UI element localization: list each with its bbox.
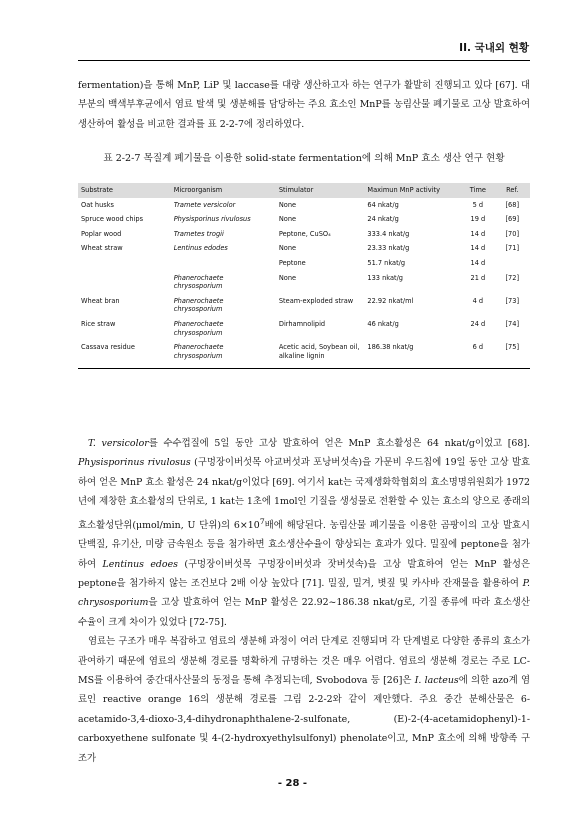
table-row bbox=[78, 317, 530, 340]
cell-microorganism bbox=[171, 256, 276, 271]
cell-microorganism: Phanerochaete chrysosporium bbox=[173, 273, 224, 291]
chapter-header: II. 국내외 현황 bbox=[459, 42, 529, 54]
header-microorganism: Microorganism bbox=[171, 183, 276, 198]
table-row bbox=[78, 340, 530, 369]
species-name: T. versicolor bbox=[88, 438, 149, 449]
body-text: 염료는 구조가 매우 복잡하고 염료의 생분해 과정이 여러 단계로 진행되며 각 단계별로 다양한 종류의 효소가 관여하기 때문에 염료의 생분해 경로를 명확하게 규명하는 것은 매우 어렵다. 염료의 생분해 경로는 주로 LC-MS를 이용하여 중간대사산물의 동정을 통해 추정되는데, Svobodova 등 [26]은 bbox=[78, 636, 530, 686]
table-row bbox=[78, 198, 530, 213]
cell-time: 21 d bbox=[470, 273, 486, 282]
species-name: P. chrysosporium bbox=[78, 577, 530, 609]
cell-activity: 22.92 nkat/ml bbox=[367, 296, 414, 305]
cell-activity: 51.7 nkat/g bbox=[367, 258, 406, 267]
cell-activity: 46 nkat/g bbox=[367, 319, 399, 328]
species-name: I. lacteus bbox=[414, 675, 459, 686]
cell-ref: [68] bbox=[505, 200, 520, 209]
cell-substrate: Spruce wood chips bbox=[81, 215, 144, 224]
table-row bbox=[78, 294, 530, 317]
cell-time: 5 d bbox=[472, 200, 484, 209]
cell-activity: 186.38 nkat/g bbox=[364, 340, 461, 369]
header-stimulator: Stimulator bbox=[276, 183, 365, 198]
page-number: - 28 - bbox=[277, 778, 308, 789]
cell-substrate: Cassava residue bbox=[78, 340, 171, 369]
cell-microorganism: Phanerochaete chrysosporium bbox=[171, 340, 276, 369]
cell-time: 19 d bbox=[470, 215, 486, 224]
cell-time: 14 d bbox=[470, 244, 486, 253]
cell-stimulator: Peptone, CuSO₄ bbox=[278, 229, 331, 238]
cell-activity: 133 nkat/g bbox=[367, 273, 403, 282]
header-ref: Ref. bbox=[494, 183, 530, 198]
cell-substrate: Poplar wood bbox=[81, 229, 122, 238]
mnp-production-table bbox=[78, 183, 530, 369]
cell-stimulator: None bbox=[278, 244, 297, 253]
header-rule bbox=[78, 60, 530, 61]
cell-stimulator: None bbox=[278, 200, 297, 209]
body-text: 배에 해당된다. 농림산물 폐기물을 이용한 곰팡이의 고상 발효시 단백질, 유기산, 미량 금속원소 등을 첨가하면 효소생산수율이 향상되는 효과가 있다. 밀짚에 peptone을 첨가하여 bbox=[78, 519, 530, 570]
header-time: Time bbox=[461, 183, 493, 198]
body-text: (구멍장이버섯목 구멍장이버섯과 잣버섯속)을 고상 발효하여 얻는 MnP 활성은 peptone을 첨가하지 않는 조건보다 2배 이상 높았다 [71]. 밀짚, 밀겨, 볏짚 및 카사바 잔재물을 활용하여 bbox=[78, 558, 531, 589]
cell-activity: 23.33 nkat/g bbox=[367, 244, 410, 253]
cell-ref: [73] bbox=[505, 296, 520, 305]
cell-substrate bbox=[78, 271, 171, 294]
cell-stimulator: Acetic acid, Soybean oil, alkaline lignin bbox=[276, 340, 365, 369]
cell-time: 6 d bbox=[461, 340, 493, 369]
cell-microorganism: Phanerochaete chrysosporium bbox=[173, 319, 224, 337]
cell-substrate: Oat husks bbox=[81, 200, 114, 209]
cell-time: 4 d bbox=[472, 296, 484, 305]
cell-substrate: Rice straw bbox=[81, 319, 116, 328]
intro-paragraph: fermentation)을 통해 MnP, LiP 및 laccase를 대량 생산하고자 하는 연구가 활발히 진행되고 있다 [67]. 대부분의 백색부후균에서 염료 탈색 및 생분해를 담당하는 주요 효소인 MnP를 농림산물 폐기물로 고상 발효하여 생산하여 활성을 비교한 결과를 표 2-2-7에 정리하였다. bbox=[78, 80, 530, 130]
cell-stimulator: None bbox=[278, 215, 297, 224]
body-text: 를 수수껍질에 5일 동안 고상 발효하여 얻은 MnP 효소활성은 64 nkat/g이었고 [68]. bbox=[148, 438, 530, 449]
cell-stimulator: Peptone bbox=[278, 258, 306, 267]
cell-microorganism: Trametes trogii bbox=[173, 229, 224, 238]
species-name: Lentinus edoes bbox=[102, 558, 178, 570]
cell-stimulator: Steam-exploded straw bbox=[278, 296, 354, 305]
cell-ref: [74] bbox=[505, 319, 520, 328]
cell-ref: [70] bbox=[505, 229, 520, 238]
cell-time: 24 d bbox=[470, 319, 486, 328]
body-paragraph bbox=[78, 434, 530, 768]
cell-ref: [69] bbox=[505, 215, 520, 224]
cell-activity: 333.4 nkat/g bbox=[367, 229, 410, 238]
species-name: Physisporinus rivulosus bbox=[78, 457, 191, 469]
table-header-row bbox=[78, 183, 530, 198]
body-text: 에 의한 azo계 염료인 reactive orange 16의 생분해 경로를 그림 2-2-2와 같이 제안했다. 주요 중간 분해산물은 6-acetamido-3,4-dioxo-3,4-dihydronaphthalene-2-sulfonate, (E)-2-(4-acetamidophenyl)-1-carboxyethene sulfonate 및 4-(2-hydroxyethylsulfonyl) phenolate이고, MnP 효소에 의해 방향족 구조가 bbox=[78, 675, 530, 764]
table-caption: 표 2-2-7 목질계 폐기물을 이용한 solid-state fermentation에 의해 MnP 효소 생산 연구 현황 bbox=[103, 153, 505, 164]
cell-activity: 24 nkat/g bbox=[367, 215, 399, 224]
cell-ref: [75] bbox=[494, 340, 530, 369]
cell-time: 14 d bbox=[470, 229, 486, 238]
cell-stimulator: Dirhamnolipid bbox=[278, 319, 326, 328]
cell-microorganism: Physisporinus rivulosus bbox=[173, 215, 251, 224]
cell-ref: [72] bbox=[505, 273, 520, 282]
cell-microorganism: Lentinus edodes bbox=[173, 244, 228, 253]
exponent: 7 bbox=[259, 516, 265, 526]
cell-microorganism: Tramete versicolor bbox=[173, 200, 236, 209]
header-activity: Maximun MnP activity bbox=[364, 183, 461, 198]
cell-ref bbox=[494, 256, 530, 271]
table-row bbox=[78, 241, 530, 256]
cell-ref: [71] bbox=[505, 244, 520, 253]
cell-stimulator: None bbox=[278, 273, 297, 282]
cell-substrate bbox=[78, 256, 171, 271]
cell-substrate: Wheat straw bbox=[81, 244, 123, 253]
table-row bbox=[78, 271, 530, 294]
cell-substrate: Wheat bran bbox=[81, 296, 120, 305]
table-row bbox=[78, 256, 530, 271]
table-row bbox=[78, 227, 530, 242]
cell-time: 14 d bbox=[470, 258, 486, 267]
cell-activity: 64 nkat/g bbox=[367, 200, 399, 209]
header-substrate: Substrate bbox=[78, 183, 171, 198]
body-text: 을 고상 발효하여 얻는 MnP 활성은 22.92~186.38 nkat/g로, 기질 종류에 따라 효소생산수율이 크게 차이가 있었다 [72-75]. bbox=[78, 597, 530, 628]
table-row bbox=[78, 212, 530, 227]
cell-microorganism: Phanerochaete chrysosporium bbox=[173, 296, 224, 314]
body-text: (구멍장이버섯목 아교버섯과 포낭버섯속)을 가문비 우드칩에 19일 동안 고상 발효하여 얻은 MnP 효소 활성은 24 nkat/g이었다 [69]. 여기서 kat는 국제생화학협회의 효소명명위원회가 1972년에 제창한 효소활성의 단위로, 1 kat는 1초에 1mol인 기질을 생성물로 전환할 수 있는 효소의 양으로 종래의 효소활성단위(μmol/min, U 단위)의 6×10 bbox=[78, 457, 530, 531]
